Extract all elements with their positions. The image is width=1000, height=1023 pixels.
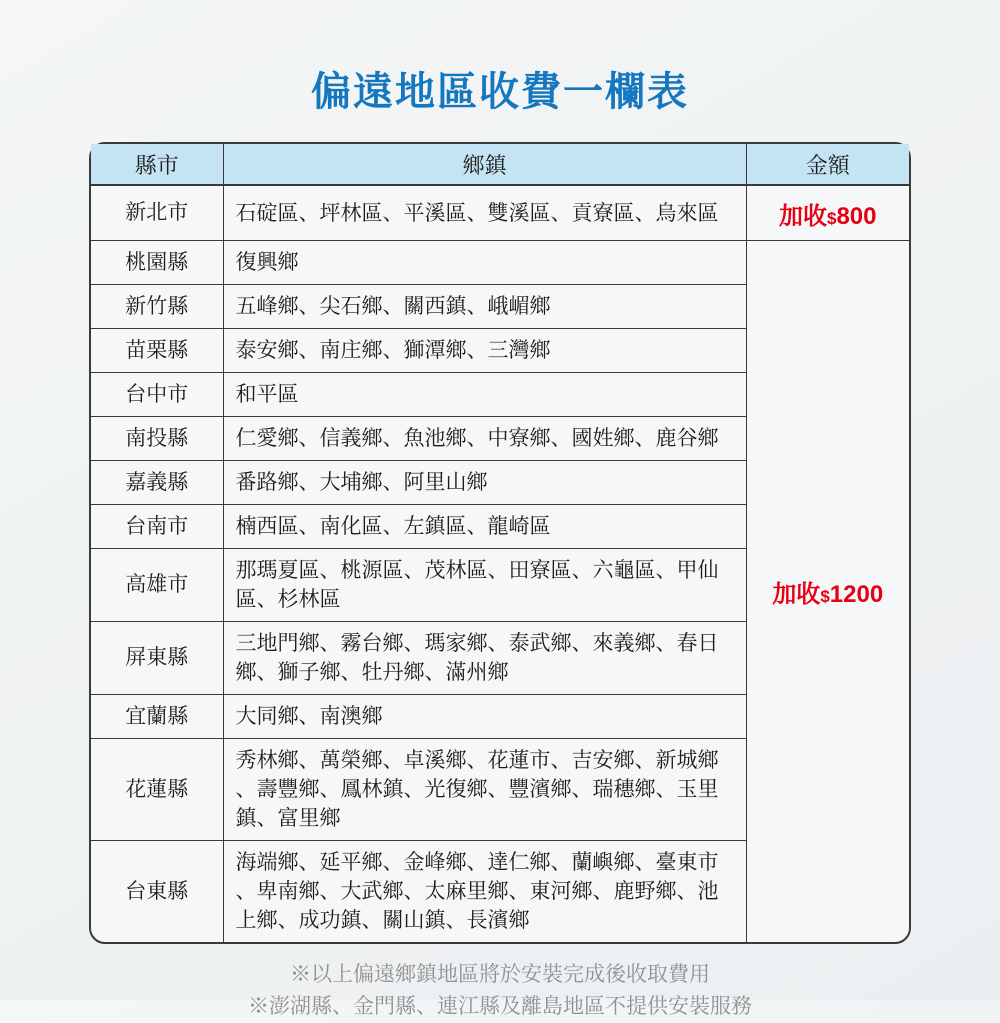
county-cell: 台中市 <box>91 373 223 417</box>
townships-cell: 那瑪夏區、桃源區、茂林區、田寮區、六龜區、甲仙區、杉林區 <box>223 549 746 622</box>
header-amount: 金額 <box>746 144 909 185</box>
note-islands-no-service: ※澎湖縣、金門縣、連江縣及離島地區不提供安裝服務 <box>248 995 752 1018</box>
county-cell: 花蓮縣 <box>91 739 223 841</box>
townships-cell: 泰安鄉、南庄鄉、獅潭鄉、三灣鄉 <box>223 329 746 373</box>
note-installation-fee: ※以上偏遠鄉鎮地區將於安裝完成後收取費用 <box>290 963 710 986</box>
dollar-sign: $ <box>820 587 830 606</box>
townships-cell: 復興鄉 <box>223 241 746 285</box>
county-cell: 新竹縣 <box>91 285 223 329</box>
county-cell: 嘉義縣 <box>91 461 223 505</box>
county-cell: 屏東縣 <box>91 622 223 695</box>
county-cell: 台南市 <box>91 505 223 549</box>
remote-area-fee-table <box>89 142 911 944</box>
fee-table <box>91 144 909 942</box>
county-cell: 新北市 <box>91 185 223 241</box>
county-cell: 桃園縣 <box>91 241 223 285</box>
townships-cell: 番路鄉、大埔鄉、阿里山鄉 <box>223 461 746 505</box>
table-row <box>91 185 909 241</box>
county-cell: 宜蘭縣 <box>91 695 223 739</box>
fee-value: 800 <box>836 202 877 230</box>
footnotes <box>70 959 930 1023</box>
fee-cell-800 <box>746 185 909 241</box>
townships-cell: 石碇區、坪林區、平溪區、雙溪區、貢寮區、烏來區 <box>223 185 746 241</box>
townships-cell: 三地門鄉、霧台鄉、瑪家鄉、泰武鄉、來義鄉、春日鄉、獅子鄉、牡丹鄉、滿州鄉 <box>223 622 746 695</box>
dollar-sign: $ <box>826 208 837 228</box>
table-row <box>91 241 909 285</box>
fee-label: 加收 <box>778 202 827 230</box>
county-cell: 台東縣 <box>91 841 223 943</box>
header-row <box>91 144 909 185</box>
townships-cell: 仁愛鄉、信義鄉、魚池鄉、中寮鄉、國姓鄉、鹿谷鄉 <box>223 417 746 461</box>
townships-cell: 楠西區、南化區、左鎮區、龍崎區 <box>223 505 746 549</box>
fee-label: 加收 <box>772 581 821 608</box>
townships-cell: 海端鄉、延平鄉、金峰鄉、達仁鄉、蘭嶼鄉、臺東市、卑南鄉、大武鄉、太麻里鄉、東河鄉、鹿野鄉、池上鄉、成功鎮、關山鎮、長濱鄉 <box>223 841 746 943</box>
county-cell: 高雄市 <box>91 549 223 622</box>
county-cell: 苗栗縣 <box>91 329 223 373</box>
county-cell: 南投縣 <box>91 417 223 461</box>
fee-value: 1200 <box>829 581 884 608</box>
header-township: 鄉鎮 <box>223 144 746 185</box>
header-county: 縣市 <box>91 144 223 185</box>
townships-cell: 大同鄉、南澳鄉 <box>223 695 746 739</box>
townships-cell: 和平區 <box>223 373 746 417</box>
page-title: 偏遠地區收費一欄表 <box>311 70 689 114</box>
townships-cell: 五峰鄉、尖石鄉、關西鎮、峨嵋鄉 <box>223 285 746 329</box>
fee-cell-1200 <box>746 241 909 943</box>
townships-cell: 秀林鄉、萬榮鄉、卓溪鄉、花蓮市、吉安鄉、新城鄉、壽豐鄉、鳳林鎮、光復鄉、豐濱鄉、瑞穗鄉、玉里鎮、富里鄉 <box>223 739 746 841</box>
